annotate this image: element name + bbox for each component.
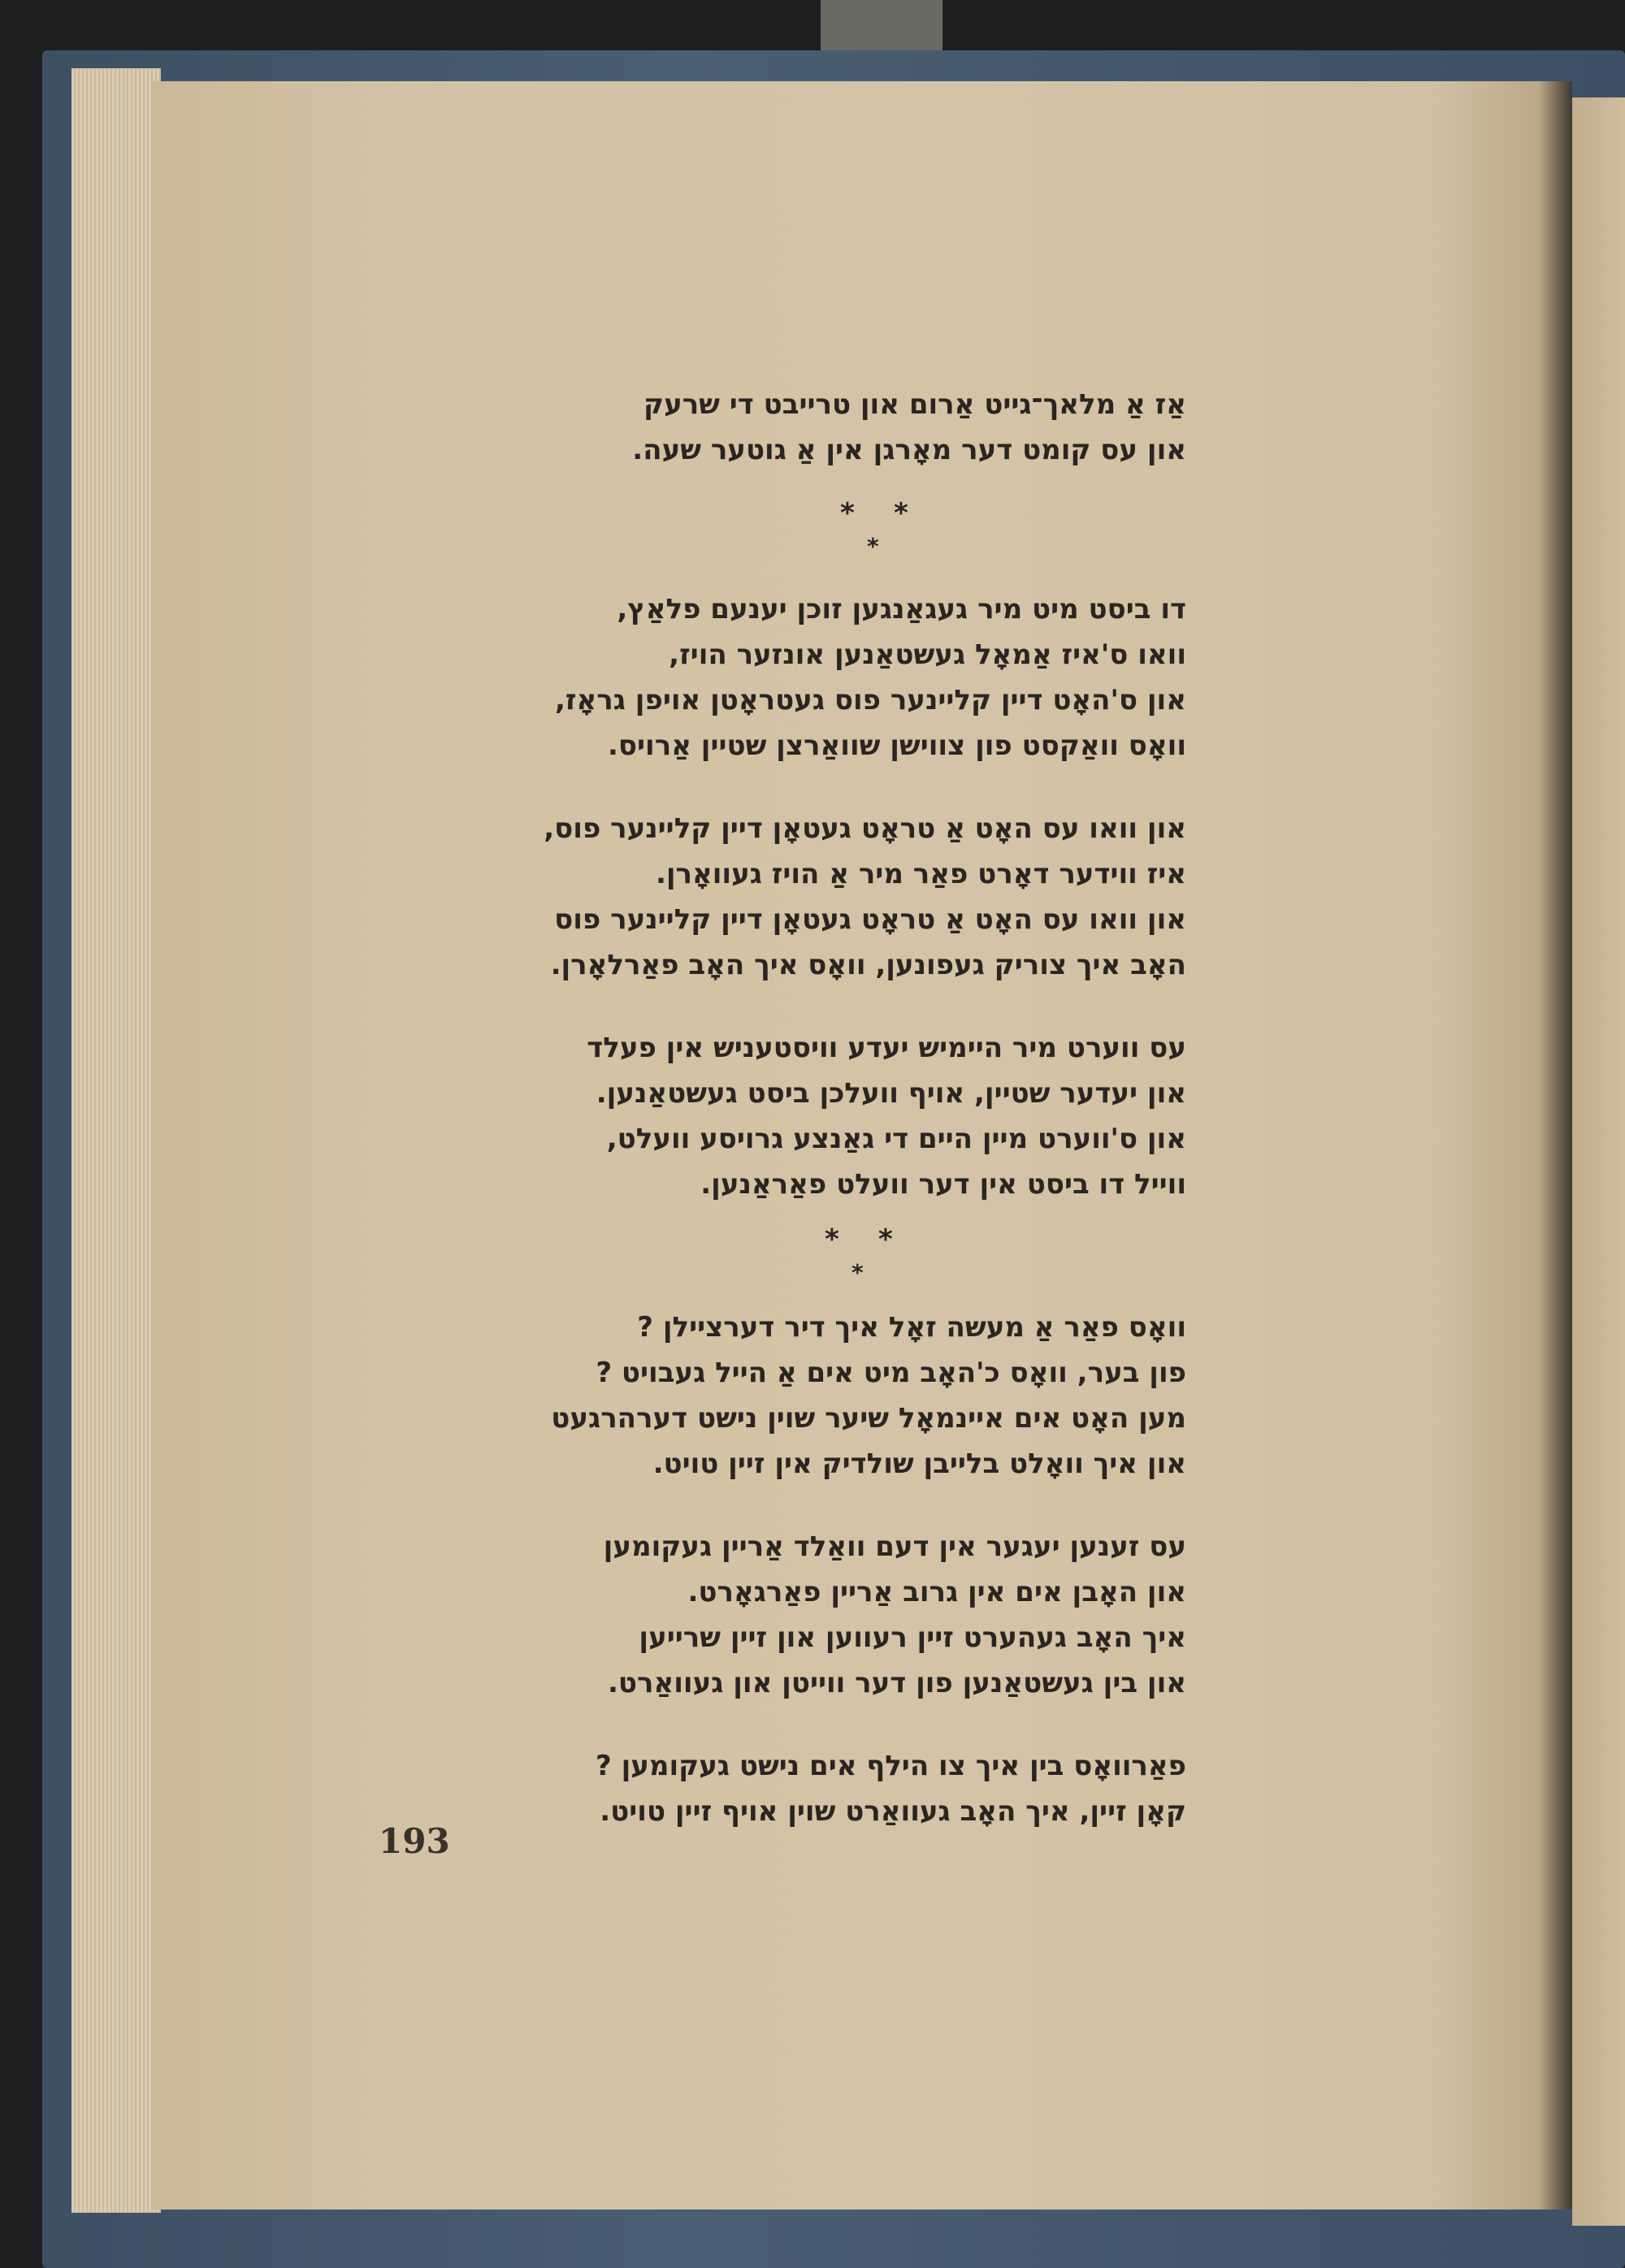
poem-line: אַז אַ מלאך־גייט אַרום און טרייבט די שרעק [644, 388, 1186, 421]
poem-line: וואָס פאַר אַ מעשה זאָל איך דיר דערציילן ? [637, 1311, 1186, 1344]
book-gutter [1540, 81, 1572, 2210]
stanza [455, 1743, 1186, 1834]
poem-line: און בין געשטאַנען פון דער ווייטן און געוואַרט. [608, 1667, 1186, 1699]
asterisk: * [840, 497, 855, 530]
background-gap [821, 0, 942, 50]
poem-line: פון בער, וואָס כ'האָב מיט אים אַ הייל געבויט ? [596, 1357, 1186, 1389]
stanza-gap [455, 1706, 1186, 1743]
poem-line: עס זענען יעגער אין דעם וואַלד אַריין געקומען [603, 1530, 1186, 1563]
asterisk: * [852, 1259, 864, 1286]
section-separator [455, 497, 1186, 586]
poem-line: ווייל דו ביסט אין דער וועלט פאַראַנען. [700, 1168, 1186, 1201]
poem-line: וואו ס'איז אַמאָל געשטאַנען אונזער הויז, [669, 638, 1186, 671]
poem-line: האָב איך צוריק געפונען, וואָס איך האָב פאַרלאָרן. [550, 949, 1186, 981]
stanza-gap [455, 1487, 1186, 1524]
stanza [455, 382, 1186, 473]
poem-line: און יעדער שטיין, אויף וועלכן ביסט געשטאַנען. [596, 1077, 1186, 1110]
poem-line: וואָס וואַקסט פון צווישן שוואַרצן שטיין אַרויס. [608, 729, 1186, 762]
page-number: 193 [379, 1821, 450, 1861]
poem-line: דו ביסט מיט מיר געגאַנגען זוכן יענעם פלאַץ, [617, 593, 1186, 625]
asterisk: * [825, 1223, 839, 1256]
poem-line: און וואו עס האָט אַ טראָט געטאָן דיין קליינער פוס, [544, 812, 1186, 845]
poem-line: איז ווידער דאָרט פאַר מיר אַ הויז געוואָרן. [655, 858, 1186, 890]
poem-line: און ס'ווערט מיין היים די גאַנצע גרויסע וועלט, [606, 1123, 1186, 1155]
stanza [455, 806, 1186, 988]
facing-page-edge [1572, 97, 1625, 2226]
poem-line: און ס'האָט דיין קליינער פוס געטראָטן אויפן גראָז, [555, 684, 1186, 716]
poem-line: און וואו עס האָט אַ טראָט געטאָן דיין קליינער פוס [554, 903, 1186, 936]
poem-line: און עס קומט דער מאָרגן אין אַ גוטער שעה. [632, 434, 1186, 466]
asterisk: * [878, 1223, 893, 1256]
page-edges [72, 68, 161, 2213]
section-separator [455, 1223, 1186, 1305]
poem-line: און איך וואָלט בלייבן שולדיק אין זיין טויט. [652, 1448, 1186, 1480]
poem-line: מען האָט אים איינמאָל שיער שוין נישט דערהרגעט [551, 1402, 1186, 1435]
poem-line: קאָן זיין, איך האָב געוואַרט שוין אויף זיין טויט. [600, 1795, 1186, 1828]
asterisk: * [894, 497, 908, 530]
stanza [455, 1025, 1186, 1207]
stanza [455, 586, 1186, 768]
poem-line: פאַרוואָס בין איך צו הילף אים נישט געקומען ? [596, 1750, 1186, 1782]
poem-text [455, 382, 1186, 1834]
stanza-gap [455, 988, 1186, 1025]
asterisk: * [867, 533, 879, 560]
poem-line: איך האָב געהערט זיין רעווען און זיין שרייען [639, 1621, 1186, 1654]
stanza [455, 1305, 1186, 1487]
stanza [455, 1524, 1186, 1706]
poem-line: עס ווערט מיר היימיש יעדע וויסטעניש אין פעלד [587, 1032, 1186, 1064]
poem-line: און האָבן אים אין גרוב אַריין פאַרגאָרט. [687, 1576, 1186, 1608]
stanza-gap [455, 768, 1186, 806]
